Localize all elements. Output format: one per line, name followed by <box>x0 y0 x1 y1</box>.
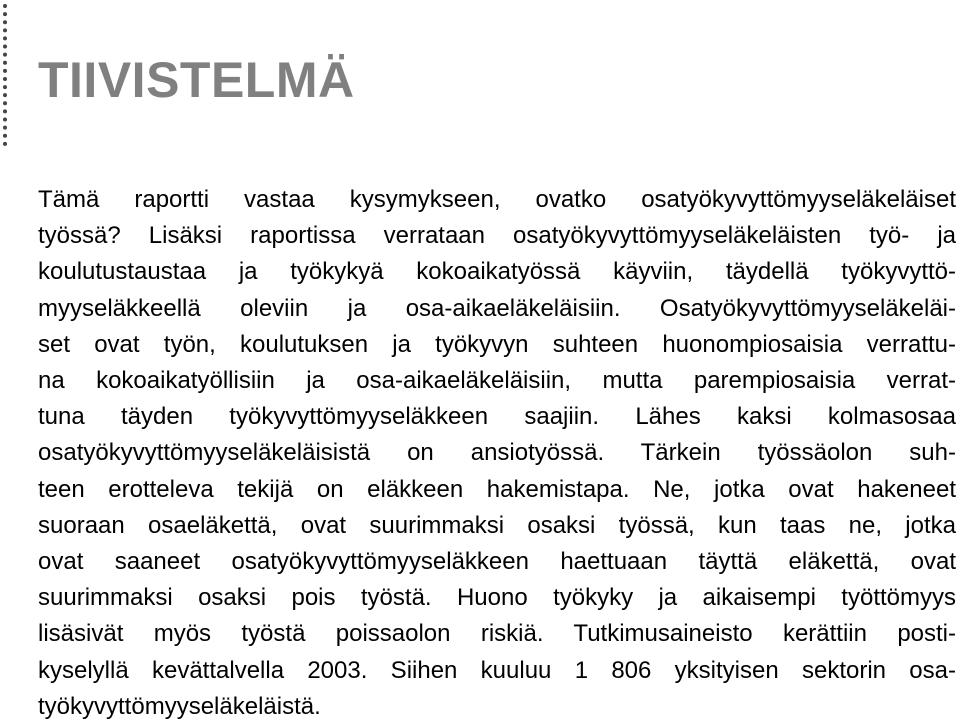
abstract-line: kyselyllä kevättalvella 2003. Siihen kuuluu 1 806 yksityisen sektorin osa- <box>38 656 956 684</box>
abstract-body <box>38 182 956 725</box>
abstract-line: teen erotteleva tekijä on eläkkeen hakemistapa. Ne, jotka ovat hakeneet <box>38 475 956 503</box>
dotted-margin-rule <box>3 4 7 146</box>
abstract-line: suurimmaksi osaksi pois työstä. Huono työkyky ja aikaisempi työttömyys <box>38 584 956 612</box>
abstract-line: työkyvyttömyyseläkeläistä. <box>38 692 321 720</box>
abstract-line: suoraan osaeläkettä, ovat suurimmaksi osaksi työssä, kun taas ne, jotka <box>38 511 956 539</box>
abstract-line: ovat saaneet osatyökyvyttömyyseläkkeen haettuaan täyttä eläkettä, ovat <box>38 548 956 576</box>
abstract-line: osatyökyvyttömyyseläkeläisistä on ansiotyössä. Tärkein työssäolon suh- <box>38 439 956 467</box>
abstract-line: myyseläkkeellä oleviin ja osa-aikaeläkeläisiin. Osatyökyvyttömyyseläkeläi- <box>38 294 956 322</box>
abstract-line: tuna täyden työkyvyttömyyseläkkeen saajiin. Lähes kaksi kolmasosaa <box>38 403 956 431</box>
abstract-line: työssä? Lisäksi raportissa verrataan osatyökyvyttömyyseläkeläisten työ- ja <box>38 222 956 250</box>
abstract-line: na kokoaikatyöllisiin ja osa-aikaeläkeläisiin, mutta parempiosaisia verrat- <box>38 367 956 395</box>
page-title: TIIVISTELMÄ <box>38 52 355 108</box>
abstract-line: koulutustaustaa ja työkykyä kokoaikatyössä käyviin, täydellä työkyvyttö- <box>38 258 956 286</box>
abstract-line: lisäsivät myös työstä poissaolon riskiä. Tutkimusaineisto kerättiin posti- <box>38 620 956 648</box>
abstract-line: Tämä raportti vastaa kysymykseen, ovatko osatyökyvyttömyyseläkeläiset <box>38 186 956 213</box>
abstract-line: set ovat työn, koulutuksen ja työkyvyn suhteen huonompiosaisia verrattu- <box>38 330 956 358</box>
